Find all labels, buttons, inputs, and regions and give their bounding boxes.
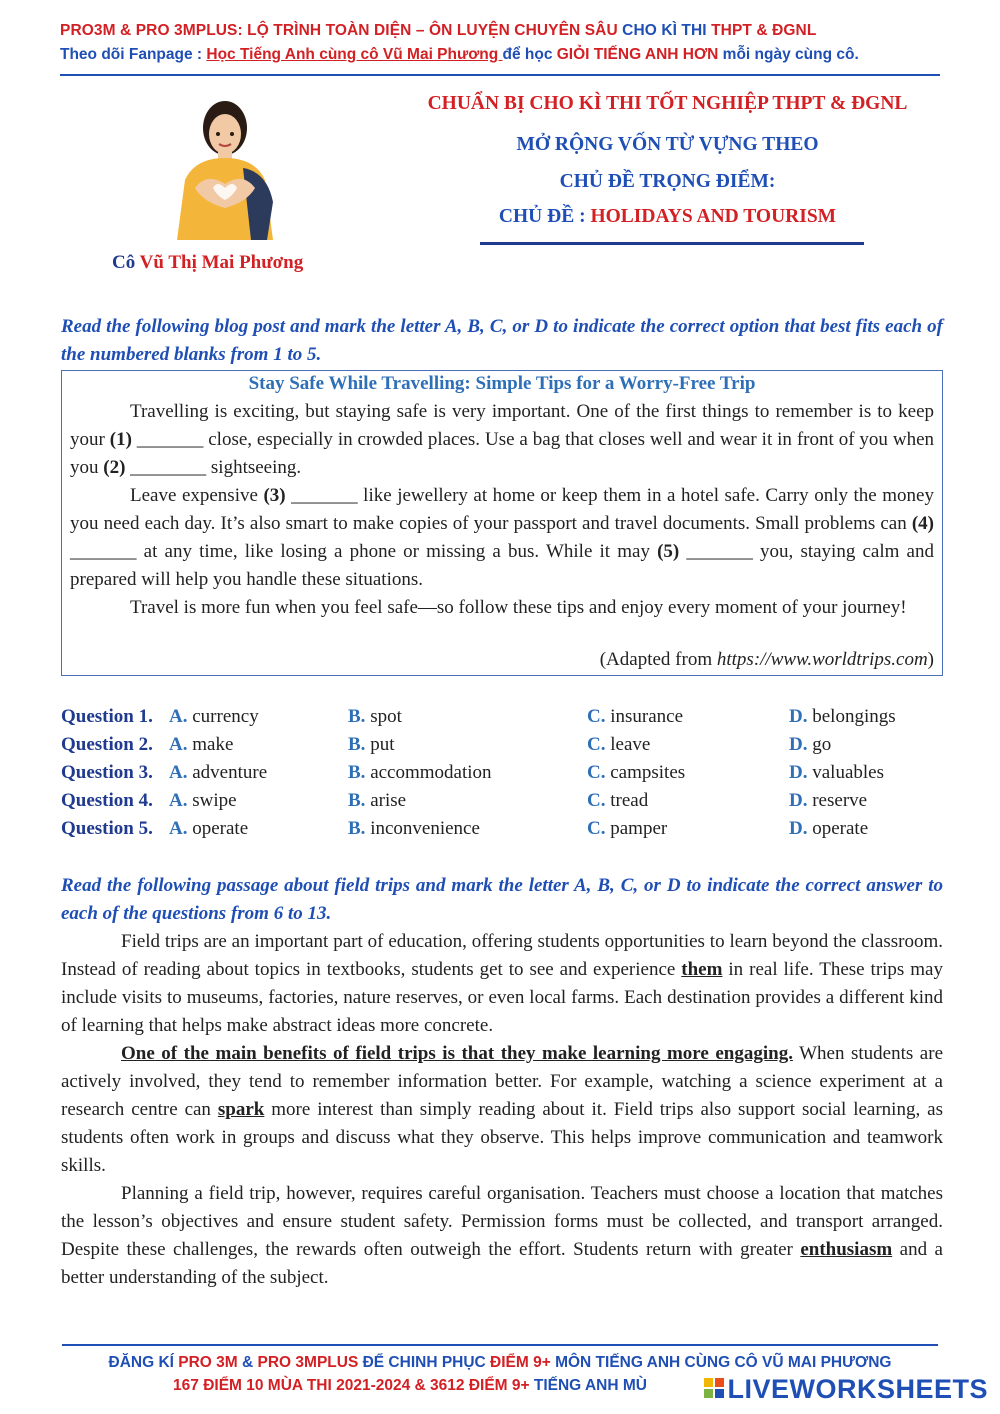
option-d[interactable]: D. operate	[789, 818, 869, 839]
blank-4: (4)	[911, 513, 934, 534]
passage-paragraph-2: One of the main benefits of field trips is that they make learning more engaging. When students are actively involved, they tend to remember information better. For example, watching a science experiment at a research centre can spark more interest than simply reading about it. Field trips also support social learning, as students often work in groups and discuss what they observe. This helps improve communication and teamwork skills.	[61, 1043, 944, 1176]
underlined-word-enthusiasm: enthusiasm	[800, 1239, 893, 1260]
question-label: Question 3.	[61, 762, 153, 783]
option-b[interactable]: B. spot	[348, 706, 402, 727]
option-c[interactable]: C. campsites	[587, 762, 686, 783]
option-d[interactable]: D. go	[789, 734, 832, 755]
option-b[interactable]: B. inconvenience	[348, 818, 480, 839]
blog-paragraph-1: Travelling is exciting, but staying safe is very important. One of the first things to remember is to keep your (1) _______ close, especially in crowded places. Use a bag that closes well and wear it in front of you when you (2) ________ sightseeing.	[70, 401, 934, 478]
section1-instruction: Read the following blog post and mark the letter A, B, C, or D to indicate the correct option that best fits each of the numbered blanks from 1 to 5.	[61, 316, 943, 365]
question-label: Question 5.	[61, 818, 153, 839]
teacher-name: Cô Vũ Thị Mai Phương	[112, 252, 304, 273]
option-a[interactable]: A. operate	[169, 818, 249, 839]
blog-source: (Adapted from https://www.worldtrips.com)	[599, 649, 934, 670]
blank-1: (1)	[109, 429, 132, 450]
blog-paragraph-3: Travel is more fun when you feel safe—so follow these tips and enjoy every moment of your journey!	[130, 597, 907, 618]
underlined-word-spark: spark	[217, 1099, 265, 1120]
passage-paragraph-1: Field trips are an important part of education, offering students opportunities to learn beyond the classroom. Instead of reading about topics in textbooks, students get to see and experience them in real life. These trips may include visits to museums, factories, nature reserves, or even local farms. Each destination provides a different kind of learning that helps make abstract ideas more concrete.	[61, 931, 943, 1036]
option-a[interactable]: A. swipe	[169, 790, 237, 811]
option-a[interactable]: A. adventure	[169, 762, 268, 783]
question-label: Question 1.	[61, 706, 153, 727]
footer-line-2: 167 ĐIỂM 10 MÙA THI 2021-2024 & 3612 ĐIỂM 9+ TIẾNG ANH MÙ	[173, 1377, 647, 1394]
blank-2: (2)	[103, 457, 126, 478]
header-line-2: Theo dõi Fanpage : Học Tiếng Anh cùng cô Vũ Mai Phương để học GIỎI TIẾNG ANH HƠN mỗi ngày cùng cô.	[60, 46, 859, 63]
blog-text	[70, 398, 934, 622]
underlined-sentence: One of the main benefits of field trips is that they make learning more engaging.	[121, 1043, 793, 1064]
blank-3: (3)	[263, 485, 286, 506]
blog-box	[61, 370, 943, 676]
teacher-photo	[155, 92, 295, 240]
title-vocab: MỞ RỘNG VỐN TỪ VỰNG THEO	[516, 134, 819, 155]
blog-title: Stay Safe While Travelling: Simple Tips for a Worry-Free Trip	[248, 373, 756, 394]
question-label: Question 2.	[61, 734, 153, 755]
header-line-1: PRO3M & PRO 3MPLUS: LỘ TRÌNH TOÀN DIỆN – ÔN LUYỆN CHUYÊN SÂU CHO KÌ THI THPT & ĐGNL	[60, 22, 817, 39]
passage-paragraph-3: Planning a field trip, however, requires careful organisation. Teachers must choose a location that matches the lesson’s objectives and ensure student safety. Permission forms must be collected, and transport arranged. Despite these challenges, the rewards often outweigh the effort. Students return with greater enthusiasm and a better understanding of the subject.	[61, 1183, 943, 1288]
option-c[interactable]: C. tread	[587, 790, 649, 811]
liveworksheets-logo-icon	[703, 1377, 725, 1399]
liveworksheets-watermark: LIVEWORKSHEETS	[727, 1374, 988, 1404]
option-c[interactable]: C. leave	[587, 734, 651, 755]
footer-line-1: ĐĂNG KÍ PRO 3M & PRO 3MPLUS ĐỂ CHINH PHỤC ĐIỂM 9+ MÔN TIẾNG ANH CÙNG CÔ VŨ MAI PHƯƠNG	[108, 1354, 892, 1371]
underlined-word-them: them	[681, 959, 723, 980]
question-row	[61, 790, 943, 818]
title-divider	[480, 242, 864, 245]
question-label: Question 4.	[61, 790, 153, 811]
option-b[interactable]: B. put	[348, 734, 395, 755]
option-d[interactable]: D. reserve	[789, 790, 868, 811]
section2-instruction: Read the following passage about field trips and mark the letter A, B, C, or D to indicate the correct answer to each of the questions from 6 to 13.	[61, 875, 943, 924]
option-b[interactable]: B. arise	[348, 790, 407, 811]
title-topic: CHỦ ĐỀ : HOLIDAYS AND TOURISM	[498, 206, 837, 227]
blank-5: (5)	[657, 541, 680, 562]
title-topic-key: CHỦ ĐỀ TRỌNG ĐIỂM:	[559, 171, 776, 192]
question-row	[61, 762, 943, 790]
option-d[interactable]: D. valuables	[789, 762, 884, 783]
fanpage-link[interactable]: Học Tiếng Anh cùng cô Vũ Mai Phương	[206, 46, 503, 63]
footer-divider	[62, 1344, 938, 1346]
question-row	[61, 706, 943, 734]
blog-paragraph-2: Leave expensive (3) _______ like jewellery at home or keep them in a hotel safe. Carry only the money you need each day. It’s also smart to make copies of your passport and travel documents. Small problems can (4) _______ at any time, like losing a phone or missing a bus. While it may (5) _______ you, staying calm and prepared will help you handle these situations.	[70, 485, 934, 590]
field-trips-passage	[61, 928, 943, 1292]
option-c[interactable]: C. pamper	[587, 818, 668, 839]
title-exam: CHUẨN BỊ CHO KÌ THI TỐT NGHIỆP THPT & ĐGNL	[427, 93, 908, 114]
question-row	[61, 818, 943, 846]
option-d[interactable]: D. belongings	[789, 706, 896, 727]
header-divider	[60, 74, 940, 76]
question-row	[61, 734, 943, 762]
option-a[interactable]: A. make	[169, 734, 234, 755]
option-b[interactable]: B. accommodation	[348, 762, 492, 783]
option-a[interactable]: A. currency	[169, 706, 259, 727]
option-c[interactable]: C. insurance	[587, 706, 684, 727]
